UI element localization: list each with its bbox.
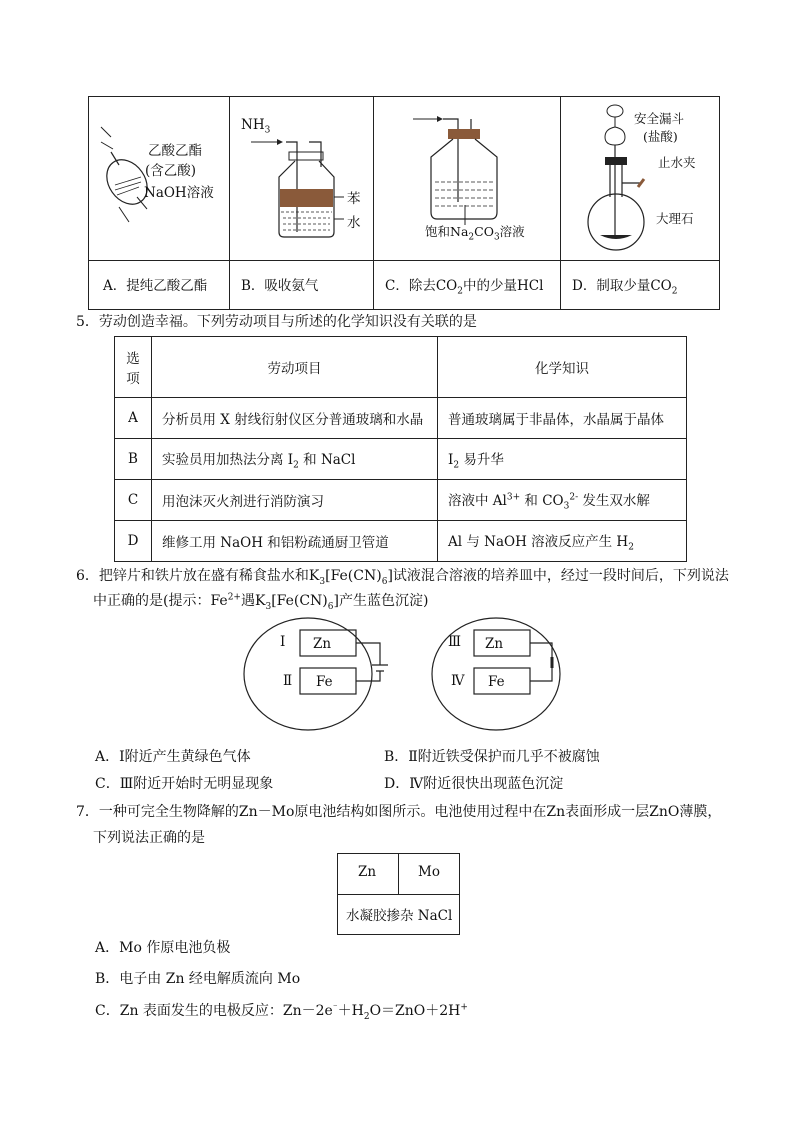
header-option: 选 项 [115,337,152,398]
label-marble: 大理石 [656,211,694,226]
battery-zn: Zn [358,864,377,880]
battery-electrolyte: 水凝胶掺杂 NaCl [346,908,453,924]
battery-diagram [337,853,460,935]
table-row: D 维修工用 NaOH 和铝粉疏通厨卫管道 Al 与 NaOH 溶液反应产生 $H_2$ [115,521,687,562]
labor-table [114,336,687,562]
q6-option-c: C．Ⅲ附近开始时无明显现象 [95,776,274,792]
table-row: C 用泡沫灭火剂进行消防演习 溶液中 $Al^{3+}$ 和 $CO_3^{2-}$ 发生双水解 [115,480,687,521]
caption-b: B．吸收氨气 [241,278,319,294]
label-nh3: $NH_3$ [241,117,271,136]
caption-d: D．制取少量$CO_2$ [572,278,678,297]
q5-stem: 5．劳动创造幸福。下列劳动项目与所述的化学知识没有关联的是 [76,314,477,330]
caption-a: A．提纯乙酸乙酯 [103,278,208,294]
label-fe-2: Fe [488,674,505,690]
battery-mo: Mo [418,864,440,880]
label-sodium-carbonate: 饱和$Na_2CO_3$溶液 [425,224,525,243]
label-zn-1: Zn [313,636,332,652]
q7-option-c: C．Zn 表面发生的电极反应：$Zn-2e^{^-}+H_2O=ZnO+2H^+$ [95,1002,468,1022]
label-water: 水 [347,215,361,231]
label-site-1: Ⅰ [280,634,286,650]
label-ethyl-acetate: 乙酸乙酯 [148,143,202,159]
q6-stem-line2: 中正确的是(提示：$Fe^{2+}$遇$K_3[Fe(CN)_6]$产生蓝色沉淀) [93,592,429,612]
label-zn-2: Zn [485,636,504,652]
header-labor-item: 劳动项目 [152,337,438,398]
label-site-2: Ⅱ [283,673,293,689]
q7-stem-line1: 7．一种可完全生物降解的Zn－Mo原电池结构如图所示。电池使用过程中在Zn表面形成一层ZnO薄膜， [76,804,722,820]
q6-option-a: A．Ⅰ附近产生黄绿色气体 [95,749,251,765]
q6-option-d: D．Ⅳ附近很快出现蓝色沉淀 [384,776,564,792]
q7-stem-line2: 下列说法正确的是 [93,830,205,846]
label-safety-funnel: 安全漏斗 [634,111,685,126]
header-chem-knowledge: 化学知识 [438,337,687,398]
table-row: A 分析员用 X 射线衍射仪区分普通玻璃和水晶 普通玻璃属于非晶体，水晶属于晶体 [115,398,687,439]
label-clamp: 止水夹 [658,155,696,170]
apparatus-table [88,96,720,310]
label-naoh-solution: NaOH溶液 [144,185,214,201]
label-benzene: 苯 [347,191,361,207]
q6-stem-line1: 6．把锌片和铁片放在盛有稀食盐水和$K_3[Fe(CN)_6]$试液混合溶液的培养皿中，经过一段时间后，下列说法 [76,568,729,587]
label-acetic-acid: (含乙酸) [145,163,197,179]
q7-option-a: A．Mo 作原电池负极 [95,940,231,956]
label-site-4: Ⅳ [451,673,465,689]
caption-c: C．除去$CO_2$中的少量HCl [385,278,544,297]
table-row: B 实验员用加热法分离 $I_2$ 和 NaCl $I_2$ 易升华 [115,439,687,480]
q6-option-b: B．Ⅱ附近铁受保护而几乎不被腐蚀 [384,749,600,765]
label-fe-1: Fe [316,674,333,690]
label-site-3: Ⅲ [448,634,462,650]
q7-option-b: B．电子由 Zn 经电解质流向 Mo [95,971,301,987]
label-hydrochloric-acid: (盐酸) [643,129,678,144]
